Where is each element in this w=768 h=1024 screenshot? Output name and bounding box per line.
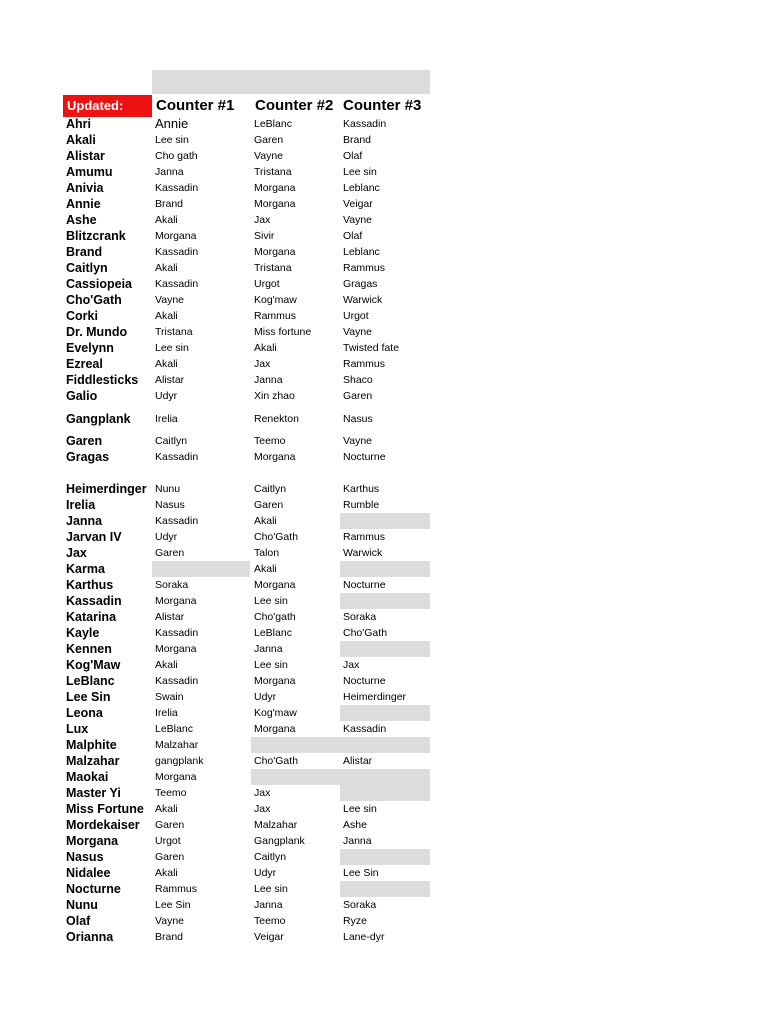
counter-2-cell: Morgana — [254, 451, 296, 463]
champion-name: Jax — [66, 546, 87, 560]
counter-3-cell: Lane-dyr — [343, 931, 385, 943]
counter-3-cell: Lee sin — [343, 803, 377, 815]
counter-1-cell: Kassadin — [155, 278, 199, 290]
counter-1-cell: Urgot — [155, 835, 181, 847]
champion-name: Evelynn — [66, 341, 114, 355]
counter-1-cell: Soraka — [155, 579, 189, 591]
counter-3-cell: Urgot — [343, 310, 369, 322]
champion-name: Garen — [66, 434, 103, 448]
counter-2-cell: Akali — [254, 342, 277, 354]
counter-2-cell: LeBlanc — [254, 118, 292, 130]
counter-2-cell: Sivir — [254, 230, 275, 242]
counter-2-cell: Teemo — [254, 435, 286, 447]
table-row — [0, 292, 768, 308]
counter-3-cell — [340, 513, 430, 529]
counter-2-cell: Jax — [254, 803, 271, 815]
counter-1-cell: Lee Sin — [155, 899, 191, 911]
counter-3-cell: Heimerdinger — [343, 691, 407, 703]
counter-3-cell: Veigar — [343, 198, 373, 210]
counter-3-cell — [340, 737, 430, 753]
counter-3-cell: Brand — [343, 134, 372, 146]
champion-name: Nasus — [66, 850, 104, 864]
table-row — [0, 340, 768, 356]
champion-name: Galio — [66, 389, 98, 403]
counter-2-cell: Xin zhao — [254, 390, 295, 402]
table-row — [0, 721, 768, 737]
counter-3-cell: Rumble — [343, 499, 380, 511]
counter-1-cell: Vayne — [155, 915, 184, 927]
counter-3-cell: Lee sin — [343, 166, 377, 178]
counter-1-cell: Cho gath — [155, 150, 198, 162]
counter-2-cell: Caitlyn — [254, 851, 287, 863]
counter-1-cell: Alistar — [155, 374, 185, 386]
counter-2-cell: Cho'gath — [254, 611, 296, 623]
counter-3-cell: Janna — [343, 835, 372, 847]
counter-1-cell: Kassadin — [155, 675, 199, 687]
champion-name: Olaf — [66, 914, 91, 928]
counter-3-cell: Jax — [343, 659, 360, 671]
table-row — [0, 577, 768, 593]
champion-name: Lux — [66, 722, 89, 736]
table-row — [0, 356, 768, 372]
counter-1-cell: gangplank — [155, 755, 204, 767]
champion-name: Fiddlesticks — [66, 373, 139, 387]
table-row — [0, 481, 768, 497]
table-row — [0, 228, 768, 244]
counter-3-cell: Warwick — [343, 294, 383, 306]
table-row — [0, 196, 768, 212]
champion-name: Mordekaiser — [66, 818, 140, 832]
table-row — [0, 785, 768, 801]
counter-1-cell: Morgana — [155, 643, 197, 655]
counter-2-cell: Lee sin — [254, 659, 288, 671]
counter-1-cell: Brand — [155, 198, 184, 210]
counter-3-cell: Soraka — [343, 899, 377, 911]
counter-1-cell: Rammus — [155, 883, 198, 895]
counter-2-cell: Cho'Gath — [254, 755, 299, 767]
champion-name: Ashe — [66, 213, 97, 227]
table-row — [0, 737, 768, 753]
champion-name: Kayle — [66, 626, 100, 640]
champion-name: Heimerdinger — [66, 482, 147, 496]
counter-1-cell: Morgana — [155, 771, 197, 783]
counter-3-cell: Rammus — [343, 358, 386, 370]
counter-1-cell: Akali — [155, 262, 178, 274]
champion-name: Irelia — [66, 498, 96, 512]
table-row — [0, 705, 768, 721]
counter-3-cell: Nocturne — [343, 675, 386, 687]
table-row — [0, 411, 768, 427]
counter-1-cell: Morgana — [155, 230, 197, 242]
table-row — [0, 849, 768, 865]
champion-name: LeBlanc — [66, 674, 115, 688]
table-row — [0, 372, 768, 388]
counter-3-cell: Leblanc — [343, 246, 380, 258]
counter-1-cell: Brand — [155, 931, 184, 943]
counter-3-cell: Soraka — [343, 611, 377, 623]
counter-3-cell: Karthus — [343, 483, 380, 495]
counter-3-cell: Garen — [343, 390, 373, 402]
counter-1-cell: Udyr — [155, 390, 178, 402]
counter-1-cell: Morgana — [155, 595, 197, 607]
table-row — [0, 929, 768, 945]
counter-2-cell: Teemo — [254, 915, 286, 927]
updated-label: Updated: — [63, 95, 152, 117]
champion-name: Gangplank — [66, 412, 131, 426]
champion-name: Nidalee — [66, 866, 111, 880]
champion-name: Nocturne — [66, 882, 121, 896]
table-row — [0, 689, 768, 705]
counter-3-cell: Twisted fate — [343, 342, 400, 354]
counter-2-cell: Malzahar — [254, 819, 298, 831]
champion-name: Kennen — [66, 642, 112, 656]
champion-name: Brand — [66, 245, 103, 259]
champion-name: Alistar — [66, 149, 105, 163]
counter-2-cell: Janna — [254, 643, 283, 655]
counter-3-cell — [340, 561, 430, 577]
counter-3-cell — [340, 785, 430, 801]
champion-name: Kog'Maw — [66, 658, 121, 672]
champion-name: Malphite — [66, 738, 117, 752]
table-row — [0, 673, 768, 689]
counter-3-cell: Lee Sin — [343, 867, 379, 879]
counter-2-cell — [251, 737, 340, 753]
counter-1-cell: Akali — [155, 214, 178, 226]
counter-2-cell: Urgot — [254, 278, 280, 290]
table-row — [0, 897, 768, 913]
counter-1-cell: Alistar — [155, 611, 185, 623]
table-row — [0, 244, 768, 260]
counter-1-cell: Kassadin — [155, 627, 199, 639]
counter-3-cell: Rammus — [343, 531, 386, 543]
champion-name: Karthus — [66, 578, 114, 592]
counter-3-cell: Nocturne — [343, 579, 386, 591]
champion-name: Kassadin — [66, 594, 122, 608]
counter-2-cell: Jax — [254, 787, 271, 799]
counter-3-cell — [340, 849, 430, 865]
counter-3-cell: Vayne — [343, 435, 372, 447]
counter-3-cell: Kassadin — [343, 118, 387, 130]
counter-3-header: Counter #3 — [343, 97, 422, 114]
table-row — [0, 180, 768, 196]
champion-name: Karma — [66, 562, 105, 576]
counter-3-cell — [340, 593, 430, 609]
table-row — [0, 276, 768, 292]
table-row — [0, 753, 768, 769]
counter-2-cell: Morgana — [254, 246, 296, 258]
champion-name: Akali — [66, 133, 96, 147]
counter-1-cell: Kassadin — [155, 246, 199, 258]
counter-2-cell: Akali — [254, 563, 277, 575]
table-row — [0, 433, 768, 449]
counter-1-cell: Garen — [155, 851, 185, 863]
champion-name: Ezreal — [66, 357, 103, 371]
table-row — [0, 545, 768, 561]
counter-1-cell: Lee sin — [155, 134, 189, 146]
champion-name: Corki — [66, 309, 98, 323]
counter-1-cell: Udyr — [155, 531, 178, 543]
counter-1-header: Counter #1 — [156, 97, 235, 114]
champion-name: Master Yi — [66, 786, 121, 800]
counter-1-cell: Nasus — [155, 499, 185, 511]
counter-3-cell: Vayne — [343, 326, 372, 338]
counter-2-cell: Vayne — [254, 150, 283, 162]
champion-name: Ahri — [66, 117, 91, 131]
counter-3-cell: Olaf — [343, 150, 363, 162]
counter-2-cell: Lee sin — [254, 595, 288, 607]
table-row — [0, 388, 768, 404]
counter-3-cell: Alistar — [343, 755, 373, 767]
counter-2-cell: Lee sin — [254, 883, 288, 895]
table-row — [0, 164, 768, 180]
table-row — [0, 561, 768, 577]
counter-1-cell: LeBlanc — [155, 723, 193, 735]
counter-1-cell: Akali — [155, 867, 178, 879]
champion-name: Malzahar — [66, 754, 120, 768]
counter-3-cell — [340, 641, 430, 657]
champion-name: Caitlyn — [66, 261, 108, 275]
table-row — [0, 449, 768, 465]
counter-3-cell: Gragas — [343, 278, 378, 290]
counter-3-cell: Olaf — [343, 230, 363, 242]
champion-name: Miss Fortune — [66, 802, 144, 816]
counter-1-cell: Kassadin — [155, 182, 199, 194]
champion-name: Katarina — [66, 610, 117, 624]
counter-1-cell: Tristana — [155, 326, 193, 338]
counter-2-cell: Kog'maw — [254, 707, 297, 719]
counter-2-cell: Udyr — [254, 691, 277, 703]
counter-2-cell: Janna — [254, 374, 283, 386]
counter-1-cell: Swain — [155, 691, 184, 703]
counter-3-cell — [340, 705, 430, 721]
table-row — [0, 324, 768, 340]
counter-3-cell: Warwick — [343, 547, 383, 559]
champion-name: Blitzcrank — [66, 229, 126, 243]
counter-2-cell: Udyr — [254, 867, 277, 879]
counter-1-cell: Akali — [155, 358, 178, 370]
counter-1-cell: Vayne — [155, 294, 184, 306]
table-row — [0, 865, 768, 881]
counter-2-cell: Garen — [254, 499, 284, 511]
counter-3-cell: Rammus — [343, 262, 386, 274]
counter-2-cell: Cho'Gath — [254, 531, 299, 543]
counter-3-cell: Ashe — [343, 819, 367, 831]
champion-name: Lee Sin — [66, 690, 111, 704]
table-row — [0, 308, 768, 324]
counter-2-cell: Morgana — [254, 723, 296, 735]
table-row — [0, 497, 768, 513]
champion-name: Cassiopeia — [66, 277, 133, 291]
counter-2-cell: Rammus — [254, 310, 297, 322]
counter-1-cell: Akali — [155, 659, 178, 671]
counter-2-cell: Morgana — [254, 182, 296, 194]
champion-name: Nunu — [66, 898, 98, 912]
table-row — [0, 833, 768, 849]
counter-1-cell: Garen — [155, 819, 185, 831]
counter-1-cell: Irelia — [155, 413, 178, 425]
table-row — [0, 132, 768, 148]
champion-name: Anivia — [66, 181, 104, 195]
counter-3-cell: Shaco — [343, 374, 373, 386]
counter-2-cell: Renekton — [254, 413, 299, 425]
table-row — [0, 260, 768, 276]
counter-3-cell — [340, 769, 430, 785]
table-row — [0, 817, 768, 833]
table-row — [0, 641, 768, 657]
counter-3-cell: Ryze — [343, 915, 367, 927]
champion-name: Maokai — [66, 770, 109, 784]
counter-2-cell — [251, 769, 340, 785]
counter-1-cell: Janna — [155, 166, 184, 178]
counter-3-cell — [340, 881, 430, 897]
counter-2-cell: Miss fortune — [254, 326, 312, 338]
champion-name: Dr. Mundo — [66, 325, 128, 339]
table-row — [0, 593, 768, 609]
counter-2-cell: Veigar — [254, 931, 284, 943]
counter-2-cell: LeBlanc — [254, 627, 292, 639]
counter-3-cell: Nocturne — [343, 451, 386, 463]
champion-name: Orianna — [66, 930, 114, 944]
counter-2-cell: Jax — [254, 358, 271, 370]
champion-name: Annie — [66, 197, 101, 211]
counter-1-cell — [152, 561, 250, 577]
table-row — [0, 148, 768, 164]
champion-name: Leona — [66, 706, 103, 720]
counter-1-cell: Garen — [155, 547, 185, 559]
champion-name: Amumu — [66, 165, 113, 179]
counter-2-cell: Tristana — [254, 166, 292, 178]
counter-1-cell: Nunu — [155, 483, 181, 495]
table-row — [0, 913, 768, 929]
table-row — [0, 801, 768, 817]
counter-2-cell: Morgana — [254, 579, 296, 591]
counter-1-cell: Lee sin — [155, 342, 189, 354]
table-row — [0, 529, 768, 545]
table-row — [0, 881, 768, 897]
counter-1-cell: Kassadin — [155, 451, 199, 463]
counter-2-cell: Gangplank — [254, 835, 305, 847]
counter-2-cell: Garen — [254, 134, 284, 146]
counter-3-cell: Vayne — [343, 214, 372, 226]
counter-1-cell: Irelia — [155, 707, 178, 719]
counter-1-cell: Akali — [155, 310, 178, 322]
table-row — [0, 769, 768, 785]
counter-2-header: Counter #2 — [255, 97, 334, 114]
counter-1-cell: Kassadin — [155, 515, 199, 527]
counter-2-cell: Talon — [254, 547, 280, 559]
champion-name: Morgana — [66, 834, 119, 848]
counter-3-cell: Kassadin — [343, 723, 387, 735]
table-row — [0, 625, 768, 641]
table-row — [0, 513, 768, 529]
counter-3-cell: Cho'Gath — [343, 627, 388, 639]
counter-2-cell: Morgana — [254, 675, 296, 687]
table-row — [0, 116, 768, 132]
champion-name: Jarvan IV — [66, 530, 122, 544]
counter-2-cell: Caitlyn — [254, 483, 287, 495]
counter-2-cell: Tristana — [254, 262, 292, 274]
counter-1-cell: Caitlyn — [155, 435, 188, 447]
champion-name: Cho'Gath — [66, 293, 122, 307]
counter-1-cell: Akali — [155, 803, 178, 815]
table-row — [0, 212, 768, 228]
table-row — [0, 609, 768, 625]
counter-2-cell: Kog'maw — [254, 294, 297, 306]
table-row — [0, 657, 768, 673]
counter-2-cell: Janna — [254, 899, 283, 911]
counter-2-cell: Morgana — [254, 198, 296, 210]
header-shaded-band — [152, 70, 430, 94]
counter-2-cell: Akali — [254, 515, 277, 527]
counter-1-cell: Teemo — [155, 787, 187, 799]
counter-1-cell: Malzahar — [155, 739, 199, 751]
counter-3-cell: Nasus — [343, 413, 373, 425]
champion-name: Janna — [66, 514, 103, 528]
counter-3-cell: Leblanc — [343, 182, 380, 194]
counter-2-cell: Jax — [254, 214, 271, 226]
champion-name: Gragas — [66, 450, 110, 464]
counter-1-cell: Annie — [155, 116, 189, 131]
